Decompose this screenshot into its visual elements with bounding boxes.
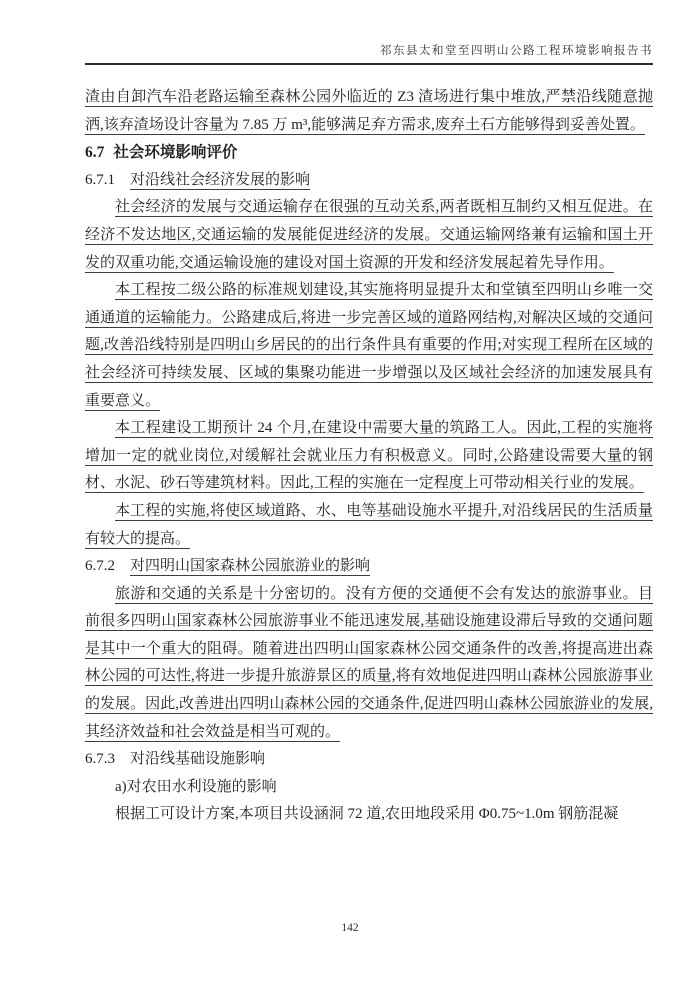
section-title: 社会环境影响评价 bbox=[113, 144, 238, 162]
page-header bbox=[85, 42, 653, 65]
section-heading-6-7 bbox=[85, 139, 653, 167]
page-footer bbox=[0, 922, 700, 934]
section-number: 6.7.3 bbox=[85, 751, 115, 768]
section-number: 6.7.2 bbox=[85, 558, 115, 575]
section-title: 对四明山国家森林公园旅游业的影响 bbox=[130, 558, 371, 575]
section-heading-6-7-3 bbox=[85, 746, 653, 774]
section-number: 6.7.1 bbox=[85, 171, 115, 188]
paragraph: 本工程按二级公路的标准规划建设,其实施将明显提升太和堂镇至四明山乡唯一交通通道的运输能力。公路建成后,将进一步完善区域的道路网结构,对解决区域的交通问题,改善沿线特别是四明山乡居民的的出行条件具有重要的作用;对实现工程所在区域的社会经济可持续发展、区域的集聚功能进一步增强以及区域社会经济的加速发展具有重要意义。 bbox=[85, 282, 653, 409]
document-body bbox=[85, 84, 653, 829]
paragraph: 社会经济的发展与交通运输存在很强的互动关系,两者既相互制约又相互促进。在经济不发达地区,交通运输的发展能促进经济的发展。交通运输网络兼有运输和国土开发的双重功能,交通运输设施的建设对国土资源的开发和经济发展起着先导作用。 bbox=[85, 199, 653, 271]
section-number: 6.7 bbox=[85, 144, 105, 162]
paragraph: 旅游和交通的关系是十分密切的。没有方便的交通便不会有发达的旅游事业。目前很多四明山国家森林公园旅游事业不能迅速发展,基础设施建设滞后导致的交通问题是其中一个重大的阻碍。随着进出四明山国家森林公园交通条件的改善,将提高进出森林公园的可达性,将进一步提升旅游景区的质量,将有效地促进四明山森林公园旅游事业的发展。因此,改善进出四明山森林公园的交通条件,促进四明山森林公园旅游业的发展,其经济效益和社会效益是相当可观的。 bbox=[85, 585, 653, 740]
section-heading-6-7-1 bbox=[85, 167, 653, 195]
list-item-a: a)对农田水利设施的影响 bbox=[115, 778, 277, 795]
section-title: 对沿线基础设施影响 bbox=[130, 751, 266, 768]
section-title: 对沿线社会经济发展的影响 bbox=[130, 171, 311, 188]
paragraph: 本工程建设工期预计 24 个月,在建设中需要大量的筑路工人。因此,工程的实施将增加一定的就业岗位,对缓解社会就业压力有积极意义。同时,公路建设需要大量的钢材、水泥、砂石等建筑材料。因此,工程的实施在一定程度上可带动相关行业的发展。 bbox=[85, 420, 653, 492]
section-heading-6-7-2 bbox=[85, 553, 653, 581]
paragraph-intro-continued: 渣由自卸汽车沿老路运输至森林公园外临近的 Z3 渣场进行集中堆放,严禁沿线随意抛洒,该弃渣场设计容量为 7.85 万 m³,能够满足弃方需求,废弃土石方能够得到妥善处置。 bbox=[85, 89, 653, 133]
running-header-title: 祁东县太和堂至四明山公路工程环境影响报告书 bbox=[85, 42, 653, 65]
paragraph: 根据工可设计方案,本项目共设涵洞 72 道,农田地段采用 Φ0.75~1.0m 钢筋混凝 bbox=[115, 806, 619, 823]
page-number: 142 bbox=[341, 922, 359, 934]
paragraph: 本工程的实施,将使区域道路、水、电等基础设施水平提升,对沿线居民的生活质量有较大的提高。 bbox=[85, 502, 653, 547]
